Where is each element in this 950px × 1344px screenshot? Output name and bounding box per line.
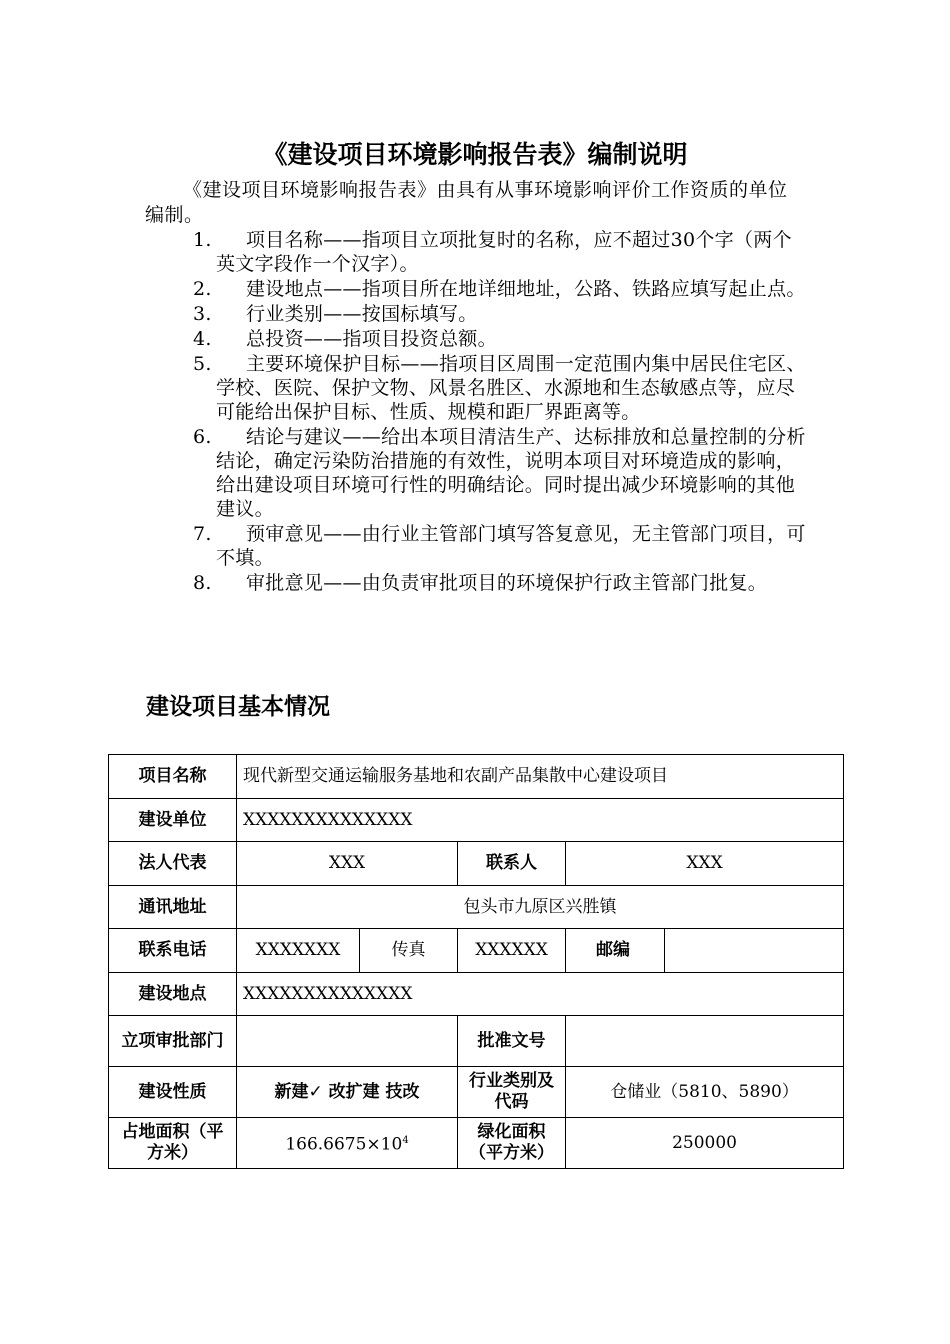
contact-label: 联系人 — [458, 842, 566, 886]
instruction-list — [193, 228, 807, 596]
site-value: XXXXXXXXXXXXXX — [237, 973, 844, 1016]
list-item — [193, 352, 807, 424]
project-name-value: 现代新型交通运输服务基地和农副产品集散中心建设项目 — [237, 755, 844, 799]
list-item — [193, 522, 807, 570]
item-number: 3. — [193, 303, 212, 325]
nature-new: 新建 — [274, 1081, 309, 1102]
builder-value: XXXXXXXXXXXXXX — [237, 799, 844, 842]
area-value — [237, 1118, 458, 1169]
nature-others: 改扩建 技改 — [328, 1081, 420, 1102]
item-text: 预审意见——由行业主管部门填写答复意见，无主管部门项目，可不填。 — [216, 523, 806, 569]
industry-label: 行业类别及代码 — [458, 1067, 566, 1118]
list-item — [193, 228, 807, 276]
fax-label: 传真 — [360, 929, 458, 973]
item-text: 总投资——指项目投资总额。 — [246, 328, 497, 350]
item-number: 4. — [193, 328, 212, 350]
industry-value: 仓储业（5810、5890） — [566, 1067, 844, 1118]
table-row — [109, 929, 844, 973]
fax-value: XXXXXX — [458, 929, 566, 973]
item-number: 1. — [193, 229, 212, 251]
nature-label: 建设性质 — [109, 1067, 237, 1118]
table-row — [109, 886, 844, 929]
nature-value — [237, 1067, 458, 1118]
builder-label: 建设单位 — [109, 799, 237, 842]
list-item — [193, 327, 807, 351]
site-label: 建设地点 — [109, 973, 237, 1016]
green-value: 250000 — [566, 1118, 844, 1169]
table-row — [109, 755, 844, 799]
item-text: 行业类别——按国标填写。 — [246, 303, 478, 325]
table-row — [109, 799, 844, 842]
item-number: 6. — [193, 426, 212, 448]
item-text: 主要环境保护目标——指项目区周围一定范围内集中居民住宅区、学校、医院、保护文物、风景名胜区、水源地和生态敏感点等，应尽可能给出保护目标、性质、规模和距厂界距离等。 — [216, 353, 806, 423]
list-item — [193, 302, 807, 326]
phone-value: XXXXXXX — [237, 929, 360, 973]
postcode-label: 邮编 — [566, 929, 665, 973]
approval-no-value — [566, 1016, 844, 1067]
item-text: 建设地点——指项目所在地详细地址，公路、铁路应填写起止点。 — [246, 278, 806, 300]
postcode-value — [665, 929, 844, 973]
legal-rep-label: 法人代表 — [109, 842, 237, 886]
item-number: 5. — [193, 353, 212, 375]
item-number: 7. — [193, 523, 212, 545]
item-text: 项目名称——指项目立项批复时的名称，应不超过30个字（两个英文字段作一个汉字）。 — [216, 229, 792, 275]
table-row — [109, 973, 844, 1016]
table-row — [109, 1016, 844, 1067]
legal-rep-value: XXX — [237, 842, 458, 886]
list-item — [193, 425, 807, 521]
address-label: 通讯地址 — [109, 886, 237, 929]
project-name-label: 项目名称 — [109, 755, 237, 799]
approval-no-label: 批准文号 — [458, 1016, 566, 1067]
area-base: 166.6675×10 — [285, 1134, 403, 1155]
check-icon: ✓ — [308, 1081, 323, 1102]
table-row — [109, 842, 844, 886]
area-exponent: 4 — [402, 1135, 409, 1147]
approval-dept-label: 立项审批部门 — [109, 1016, 237, 1067]
section-title: 建设项目基本情况 — [146, 694, 330, 720]
contact-value: XXX — [566, 842, 844, 886]
item-number: 2. — [193, 278, 212, 300]
area-label: 占地面积（平方米） — [109, 1118, 237, 1169]
table-row — [109, 1067, 844, 1118]
item-number: 8. — [193, 572, 212, 594]
item-text: 审批意见——由负责审批项目的环境保护行政主管部门批复。 — [246, 572, 768, 594]
intro-paragraph: 《建设项目环境影响报告表》由具有从事环境影响评价工作资质的单位编制。 — [145, 179, 788, 226]
item-text: 结论与建议——给出本项目清洁生产、达标排放和总量控制的分析结论，确定污染防治措施的有效性，说明本项目对环境造成的影响，给出建设项目环境可行性的明确结论。同时提出减少环境影响的其他建议。 — [216, 426, 806, 520]
project-info-table — [108, 754, 844, 1169]
document-title: 《建设项目环境影响报告表》编制说明 — [262, 140, 688, 169]
green-label: 绿化面积（平方米） — [458, 1118, 566, 1169]
table-row — [109, 1118, 844, 1169]
list-item — [193, 277, 807, 301]
address-value: 包头市九原区兴胜镇 — [237, 886, 844, 929]
list-item — [193, 571, 807, 595]
approval-dept-value — [237, 1016, 458, 1067]
phone-label: 联系电话 — [109, 929, 237, 973]
